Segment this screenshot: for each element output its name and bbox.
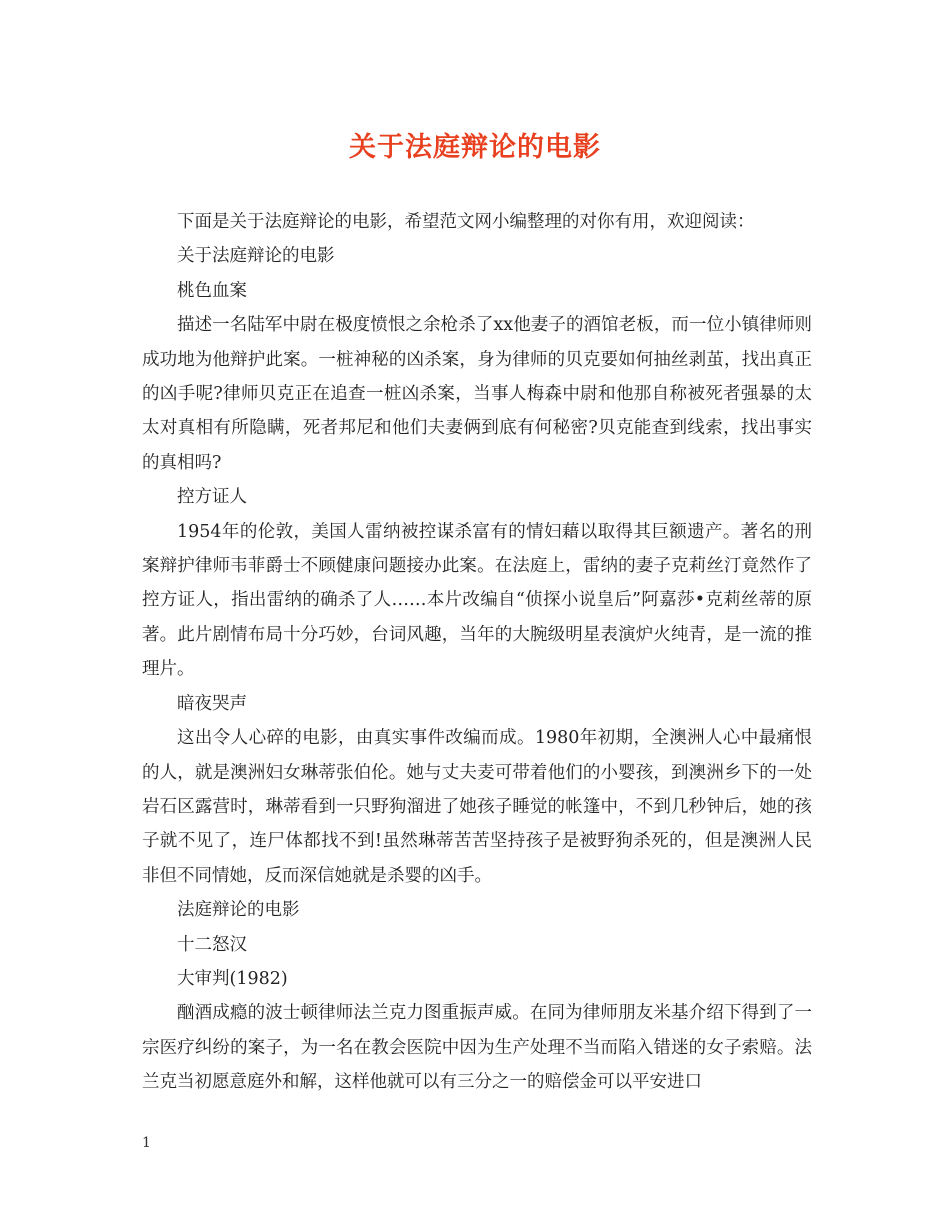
movie-description: 酗酒成瘾的波士顿律师法兰克力图重振声威。在同为律师朋友米基介绍下得到了一宗医疗纠纷的案子，为一名在教会医院中因为生产处理不当而陷入错迷的女子索赔。法兰克当初愿意庭外和解，这样他就可以有三分之一的赔偿金可以平安进口 bbox=[142, 1003, 812, 1093]
movie-description: 这出令人心碎的电影，由真实事件改编而成。1980年初期，全澳洲人心中最痛恨的人，就是澳洲妇女琳蒂张伯伦。她与丈夫麦可带着他们的小婴孩，到澳洲乡下的一处岩石区露营时，琳蒂看到一只野狗溜进了她孩子睡觉的帐篷中，不到几秒钟后，她的孩子就不见了，连尸体都找不到!虽然琳蒂苦苦坚持孩子是被野狗杀死的，但是澳洲人民非但不同情她，反而深信她就是杀婴的凶手。 bbox=[142, 728, 812, 886]
movie-title: 十二怒汉 bbox=[177, 934, 247, 955]
section-heading: 关于法庭辩论的电影 bbox=[177, 246, 335, 267]
movie-title: 暗夜哭声 bbox=[177, 693, 247, 714]
movie-description: 1954年的伦敦，美国人雷纳被控谋杀富有的情妇藉以取得其巨额遗产。著名的刑案辩护律师韦菲爵士不顾健康问题接办此案。在法庭上，雷纳的妻子克莉丝汀竟然作了控方证人，指出雷纳的确杀了人……本片改编自“侦探小说皇后”阿嘉莎•克莉丝蒂的原著。此片剧情布局十分巧妙，台词风趣，当年的大腕级明星表演炉火纯青，是一流的推理片。 bbox=[142, 521, 812, 680]
section-heading: 法庭辩论的电影 bbox=[177, 900, 300, 921]
movie-description: 描述一名陆军中尉在极度愤恨之余枪杀了xx他妻子的酒馆老板，而一位小镇律师则成功地为他辩护此案。一桩神秘的凶杀案，身为律师的贝克要如何抽丝剥茧，找出真正的凶手呢?律师贝克正在追查一桩凶杀案，当事人梅森中尉和他那自称被死者强暴的太太对真相有所隐瞒，死者邦尼和他们夫妻俩到底有何秘密?贝克能查到线索，找出事实的真相吗? bbox=[142, 315, 812, 473]
document-body bbox=[142, 205, 812, 1100]
intro-paragraph: 下面是关于法庭辩论的电影，希望范文网小编整理的对你有用，欢迎阅读： bbox=[177, 212, 755, 232]
page-number: 1 bbox=[142, 1135, 151, 1151]
movie-title: 控方证人 bbox=[177, 487, 247, 508]
movie-title: 桃色血案 bbox=[177, 280, 247, 301]
document-title: 关于法庭辩论的电影 bbox=[349, 132, 601, 163]
movie-title: 大审判(1982) bbox=[177, 968, 288, 989]
